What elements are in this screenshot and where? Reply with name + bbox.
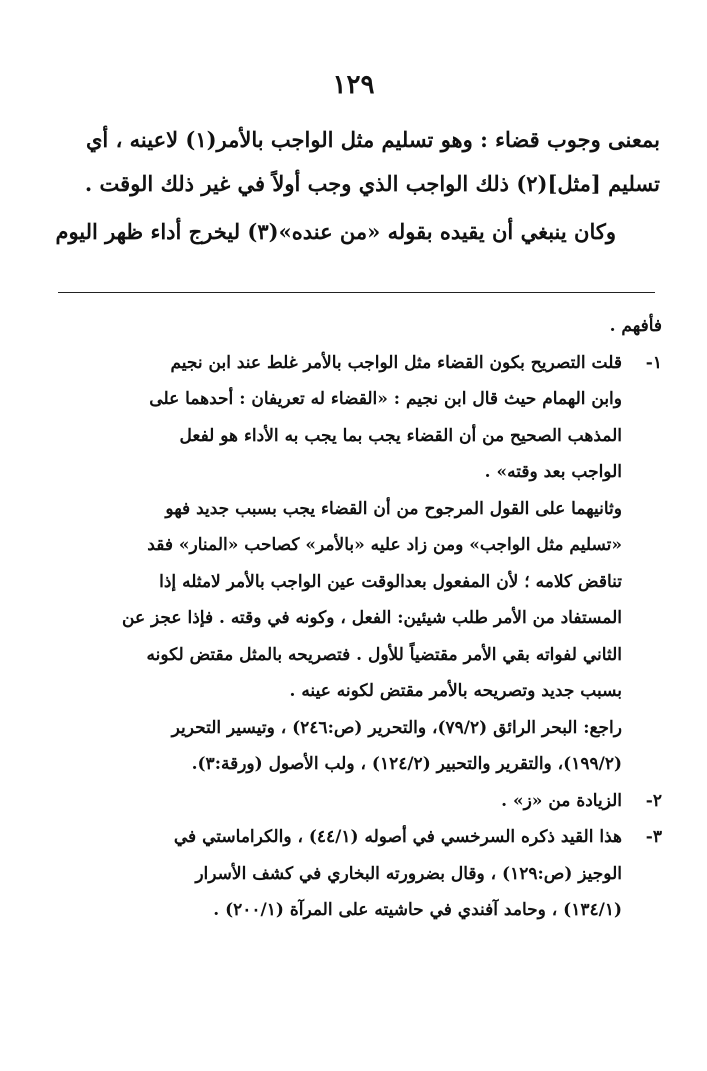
footnotes <box>58 308 662 929</box>
footnote-1-line: المذهب الصحيح من أن القضاء يجب بما يجب به الأداء هو لفعل <box>179 425 622 446</box>
footnote-3-line: هذا القيد ذكره السرخسي في أصوله (٤٤/١) ، والكراماستي في <box>173 827 622 847</box>
footnote-1-line: «تسليم مثل الواجب» ومن زاد عليه «بالأمر» كصاحب «المنار» فقد <box>147 535 622 555</box>
footnote-3-line: (١٣٤/١) ، وحامد آفندي في حاشيته على المرآة (٢٠٠/١) . <box>213 900 622 920</box>
footnote-1-reference: (١٩٩/٢)، والتقرير والتحبير (١٢٤/٢) ، ولب الأصول (ورقة:٣). <box>191 754 622 774</box>
footnote-separator <box>58 292 655 293</box>
footnote-1-line: الثاني لفواته بقي الأمر مقتضياً للأول . فتصريحه بالمثل مقتض لكونه <box>146 644 622 665</box>
main-line-1: بمعنى وجوب قضاء : وهو تسليم مثل الواجب بالأمر(١) لاعينه ، أي <box>85 127 660 152</box>
main-line-3: وكان ينبغي أن يقيده بقوله «من عنده»(٣) ليخرج أداء ظهر اليوم <box>55 219 616 244</box>
footnote-1-line: قلت التصريح بكون القضاء مثل الواجب بالأمر غلط عند ابن نجيم <box>170 352 622 373</box>
footnote-1 <box>58 345 662 783</box>
footnote-1-line: الواجب بعد وقته» . <box>484 462 622 482</box>
footnote-1-number: ١- <box>645 352 662 373</box>
footnote-1-reference: راجع: البحر الرائق (٧٩/٢)، والتحرير (ص:٢٤٦) ، وتيسير التحرير <box>171 717 622 738</box>
footnote-continuation: فأفهم . <box>609 316 662 336</box>
footnote-2-number: ٢- <box>645 790 662 811</box>
page-number: ١٢٩ <box>332 70 375 100</box>
footnote-3 <box>58 819 662 929</box>
footnote-1-line: تناقض كلامه ؛ لأن المفعول بعدالوقت عين الواجب بالأمر لامثله إذا <box>159 571 622 592</box>
footnote-3-number: ٣- <box>645 827 662 847</box>
main-line-2: تسليم [مثل](٢) ذلك الواجب الذي وجب أولاً في غير ذلك الوقت . <box>84 171 660 196</box>
footnote-1-line: وابن الهمام حيث قال ابن نجيم : «القضاء له تعريفان : أحدهما على <box>149 389 622 409</box>
main-text <box>50 118 660 254</box>
footnote-1-line: المستفاد من الأمر طلب شيئين: الفعل ، وكونه في وقته . فإذا عجز عن <box>122 608 622 628</box>
footnote-2-line: الزيادة من «ز» . <box>501 790 622 811</box>
footnote-1-line: وثانيهما على القول المرجوح من أن القضاء يجب بسبب جديد فهو <box>165 498 622 519</box>
footnote-3-line: الوجيز (ص:١٢٩) ، وقال بضرورته البخاري في كشف الأسرار <box>195 863 622 884</box>
footnote-1-line: بسبب جديد وتصريحه بالأمر مقتض لكونه عينه . <box>289 681 622 701</box>
footnote-2 <box>58 783 662 820</box>
